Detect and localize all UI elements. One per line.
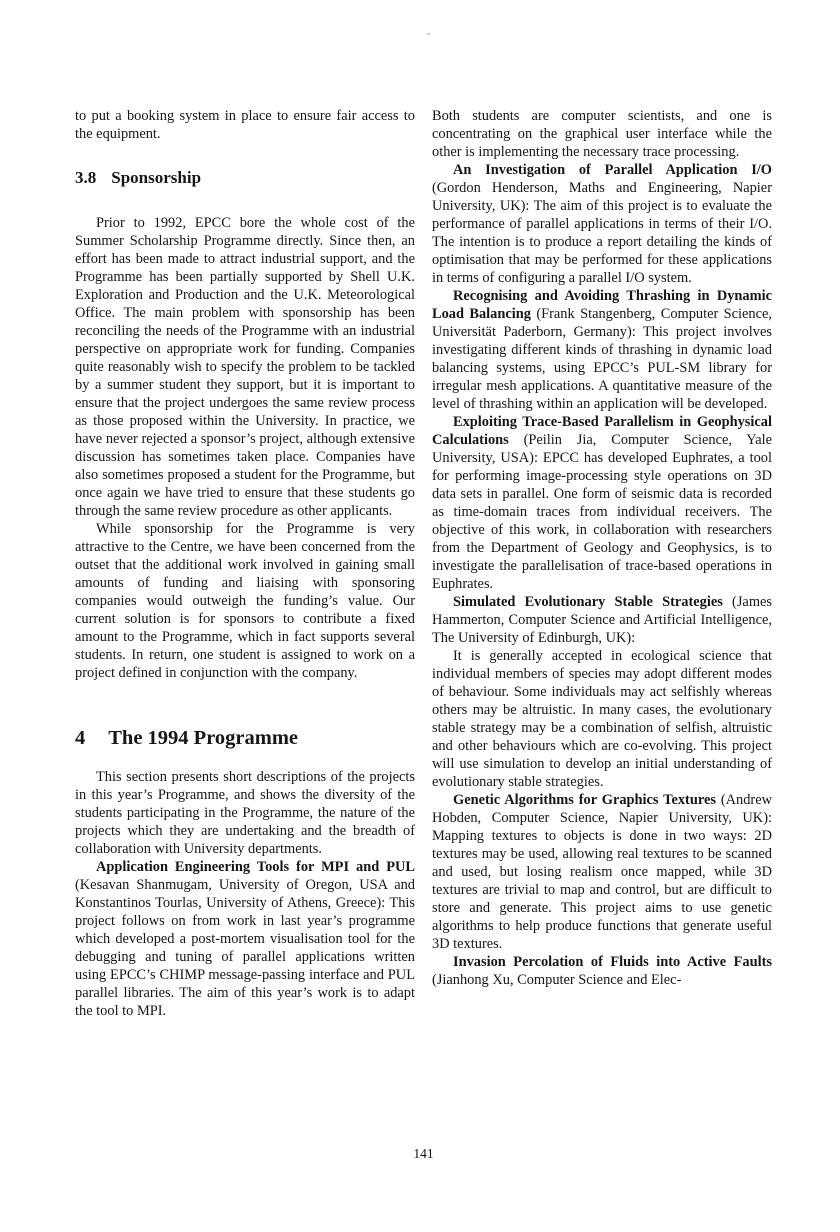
section-number: 4 bbox=[75, 727, 86, 749]
two-column-text-body bbox=[75, 107, 772, 1020]
subsection-title: Sponsorship bbox=[111, 168, 202, 187]
project-paragraph-genetic-textures bbox=[432, 791, 772, 953]
project-title: Genetic Algorithms for Graphics Textures bbox=[453, 792, 716, 808]
project-body: (James Hammerton, Computer Science and Artificial Intelligence, The University of Edinburgh, UK): bbox=[432, 594, 772, 646]
project-body: (Kesavan Shanmugam, University of Oregon, USA and Konstantinos Tourlas, University of Athens, Greece): This project follows on from work in last year’s programme which developed a post-mortem visualisation tool for the debugging and tuning of parallel applications written using EPCC’s CHIMP message-passing interface and PUL parallel libraries. The aim of this year’s work is to adapt the tool to MPI. bbox=[75, 877, 415, 1019]
subsection-heading-sponsorship bbox=[75, 167, 415, 188]
project-paragraph-thrashing bbox=[432, 287, 772, 413]
project-paragraph-invasion-percolation bbox=[432, 953, 772, 989]
project-body: (Gordon Henderson, Maths and Engineering, Napier University, UK): The aim of this project is to evaluate the performance of parallel applications in terms of their I/O. The intention is to produce a report detailing the kinds of optimisation that may be performed for these applications in terms of configuring a parallel I/O system. bbox=[432, 180, 772, 286]
project-body: (Peilin Jia, Computer Science, Yale University, USA): EPCC has developed Euphrates, a tool for performing image-processing style operations on 3D data sets in parallel. One form of seismic data is recorded as time-domain traces from individual receivers. The objective of this work, in collaboration with researchers from the Department of Geology and Geophysics, is to investigate the parallelisation of trace-based operations in Euphrates. bbox=[432, 432, 772, 592]
project-paragraph-ess bbox=[432, 593, 772, 647]
project-title: Invasion Percolation of Fluids into Active Faults bbox=[453, 954, 772, 970]
paragraph-sponsorship-2: While sponsorship for the Programme is very attractive to the Centre, we have been concerned from the outset that the additional work involved in gaining small amounts of funding and liaising with sponsoring companies would outweigh the funding’s value. Our current solution is for sponsors to contribute a fixed amount to the Programme, which in fact supports several students. In return, one student is assigned to work on a project defined in conjunction with the company. bbox=[75, 521, 415, 681]
project-title: An Investigation of Parallel Application I/O bbox=[453, 162, 772, 178]
project-body: (Jianhong Xu, Computer Science and Elec- bbox=[432, 972, 682, 988]
section-title: The 1994 Programme bbox=[108, 727, 299, 749]
subsection-number: 3.8 bbox=[75, 168, 97, 187]
scan-artifact-speck bbox=[427, 33, 430, 35]
paragraph-continuation: Both students are computer scientists, and one is concentrating on the graphical user interface while the other is implementing the necessary trace processing. bbox=[432, 108, 772, 160]
project-title: Recognising and Avoiding Thrashing in Dynamic Load Balancing bbox=[432, 288, 772, 322]
project-paragraph-geophysical bbox=[432, 413, 772, 593]
project-title: Simulated Evolutionary Stable Strategies bbox=[453, 594, 723, 610]
paragraph-sponsorship-1: Prior to 1992, EPCC bore the whole cost of the Summer Scholarship Programme directly. Since then, an effort has been made to attract industrial support, and the Programme has been partially supported by Shell U.K. Exploration and Production and the U.K. Meteorological Office. The main problem with sponsorship has been reconciling the needs of the Programme with an industrial perspective on appropriate work for funding. Companies quite reasonably wish to specify the problem to be tackled by a summer student they support, but it is important to ensure that the project undergoes the same review process as those proposed within the University. In practice, we have never rejected a sponsor’s project, although extensive discussion has sometimes taken place. Companies have also sometimes proposed a student for the Programme, but once again we have tried to ensure that these students go through the same review procedure as other applicants. bbox=[75, 215, 415, 519]
paragraph-continuation: to put a booking system in place to ensure fair access to the equipment. bbox=[75, 108, 415, 142]
paragraph-ess-discussion: It is generally accepted in ecological science that individual members of species may adopt different modes of behaviour. Some individuals may act selfishly whereas others may be altruistic. In many cases, the evolutionary stable strategy may be a combination of selfish, altruistic and other behaviours which are co-evolving. This project will use simulation to develop an initial understanding of evolutionary stable strategies. bbox=[432, 648, 772, 790]
project-body: (Andrew Hobden, Computer Science, Napier University, UK): Mapping textures to objects is done in two ways: 2D textures may be used, allowing real textures to be scanned and used, but losing realism once mapped, while 3D textures are trivial to map and control, but are difficult to store and generate. This project aims to use genetic algorithms to help produce functions that generate useful 3D textures. bbox=[432, 792, 772, 952]
project-paragraph-parallel-io bbox=[432, 161, 772, 287]
section-heading-1994-programme bbox=[75, 726, 415, 751]
project-paragraph-mpi-pul bbox=[75, 858, 415, 1020]
project-title: Exploiting Trace-Based Parallelism in Geophysical Calculations bbox=[432, 414, 772, 448]
page-number: 141 bbox=[413, 1146, 434, 1161]
project-body: (Frank Stangenberg, Computer Science, Universität Paderborn, Germany): This project involves investigating different kinds of thrashing in dynamic load balancing systems, using EPCC’s PUL-SM library for irregular mesh applications. A quantitative measure of the level of thrashing within an application will be developed. bbox=[432, 306, 772, 412]
left-column bbox=[75, 107, 415, 1020]
right-column bbox=[432, 107, 772, 1020]
paragraph-programme-intro: This section presents short descriptions of the projects in this year’s Programme, and shows the diversity of the students participating in the Programme, the nature of the projects which they are undertaking and the breadth of collaboration with University departments. bbox=[75, 769, 415, 857]
project-title: Application Engineering Tools for MPI and PUL bbox=[96, 859, 415, 875]
